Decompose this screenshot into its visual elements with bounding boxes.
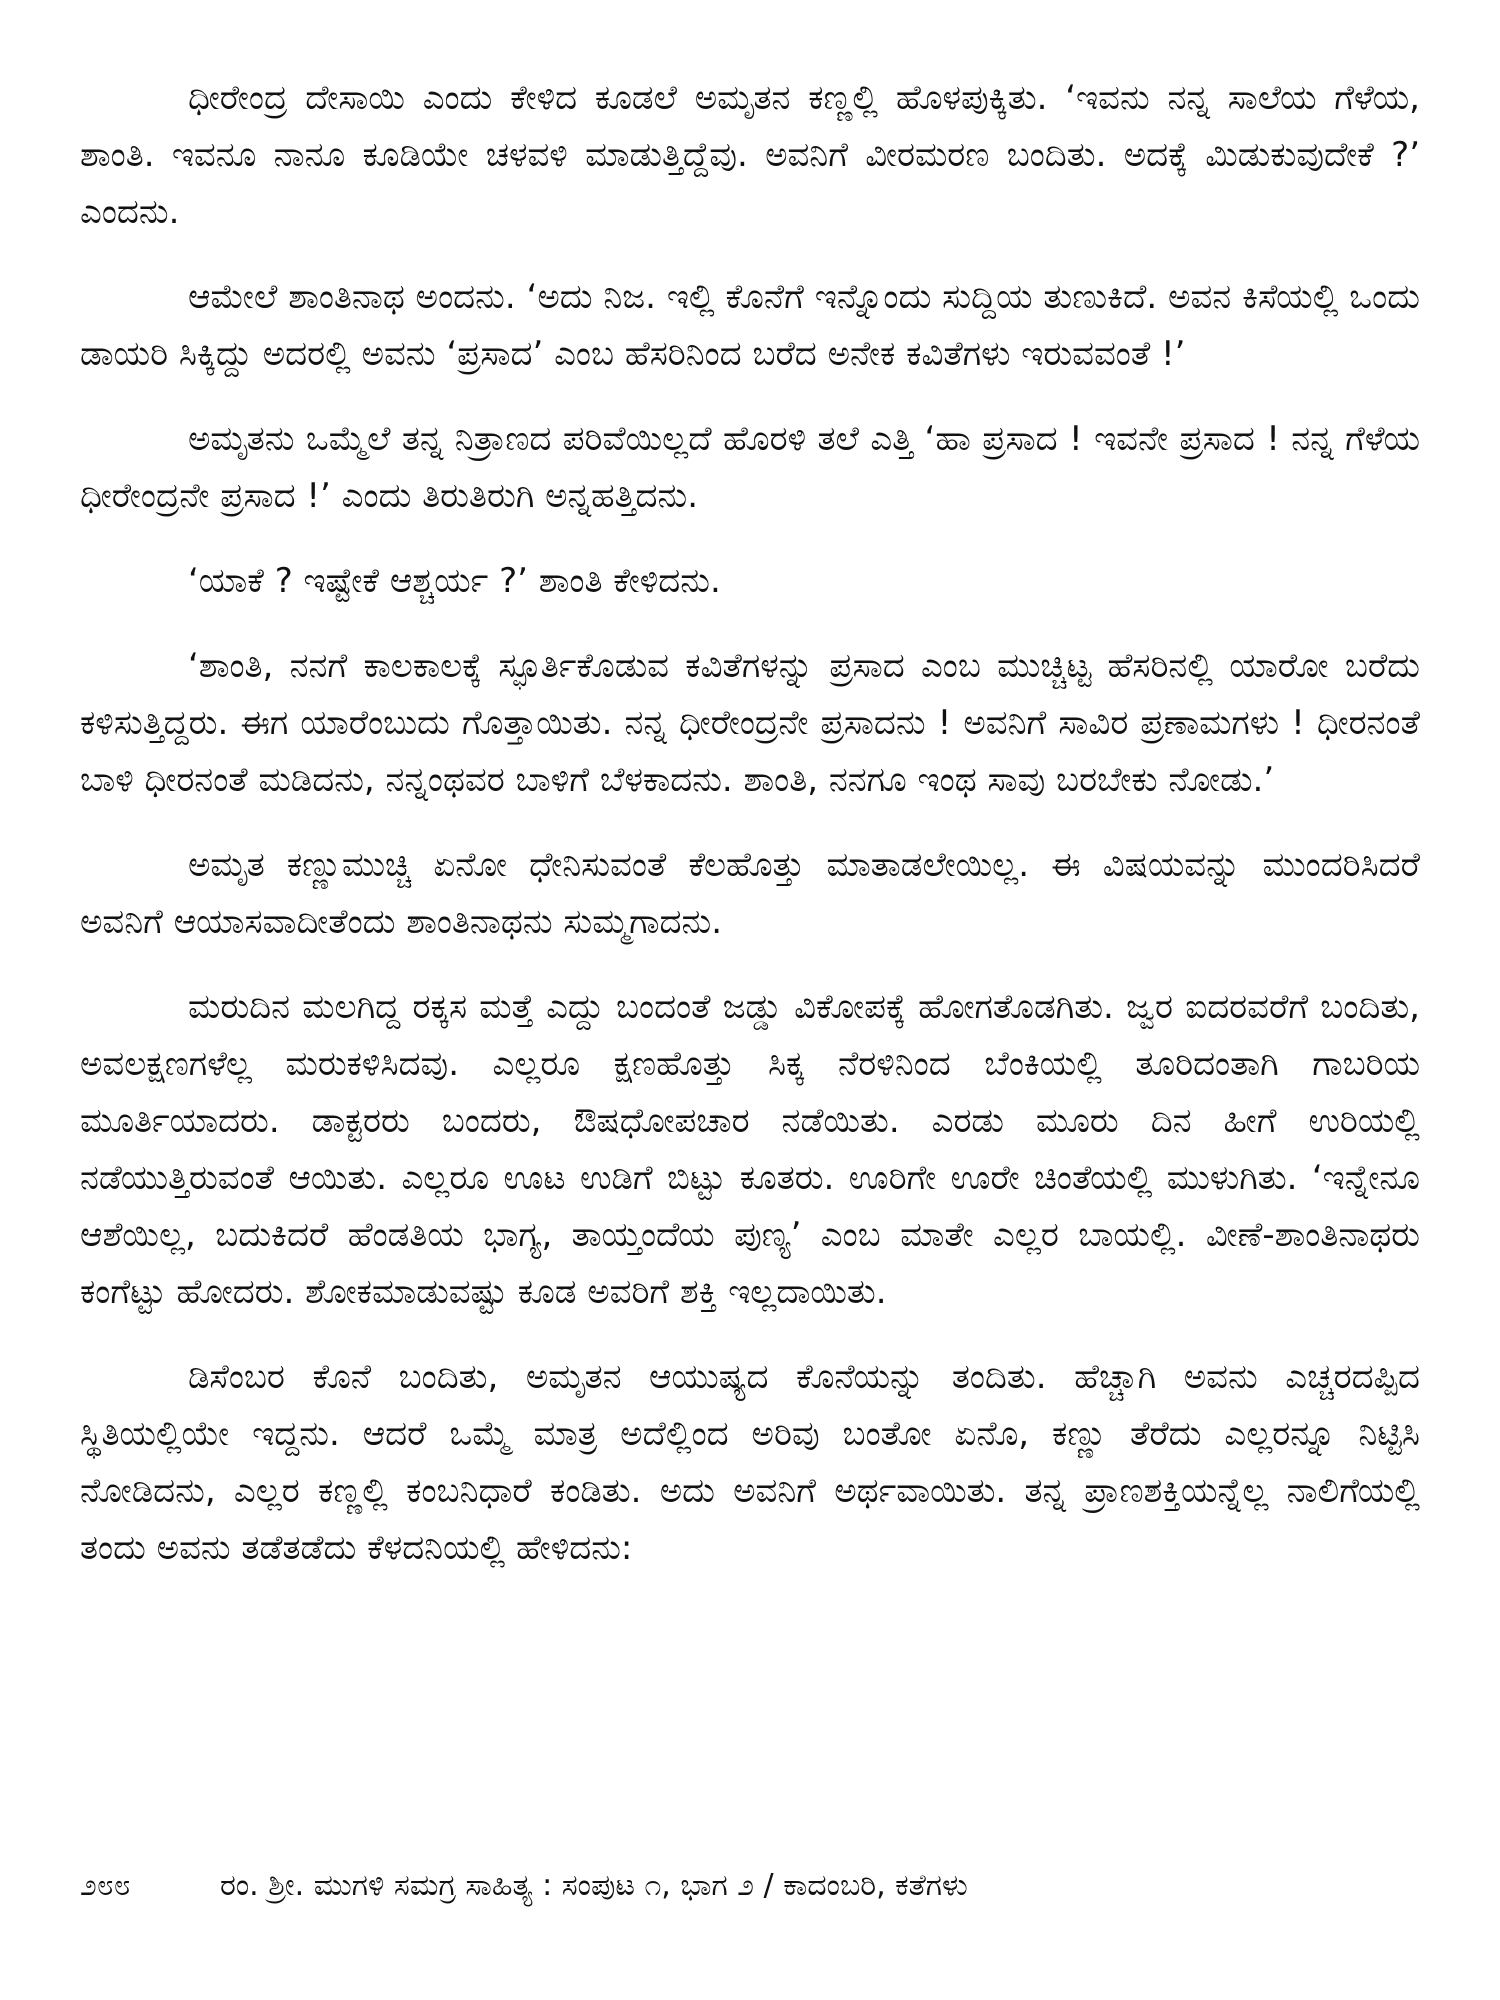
paragraph-5: ‘ಶಾಂತಿ, ನನಗೆ ಕಾಲಕಾಲಕ್ಕೆ ಸ್ಫೂರ್ತಿಕೊಡುವ ಕವಿತೆಗಳನ್ನು ಪ್ರಸಾದ ಎಂಬ ಮುಚ್ಚಿಟ್ಟ ಹೆಸರಿನಲ್ಲಿ ಯಾರೋ ಬರೆದು ಕಳಿಸುತ್ತಿದ್ದರು. ಈಗ ಯಾರೆಂಬುದು ಗೊತ್ತಾಯಿತು. ನನ್ನ ಧೀರೇಂದ್ರನೇ ಪ್ರಸಾದನು ! ಅವನಿಗೆ ಸಾವಿರ ಪ್ರಣಾಮಗಳು ! ಧೀರನಂತೆ ಬಾಳಿ ಧೀರನಂತೆ ಮಡಿದನು, ನನ್ನಂಥವರ ಬಾಳಿಗೆ ಬೆಳಕಾದನು. ಶಾಂತಿ, ನನಗೂ ಇಂಥ ಸಾವು ಬರಬೇಕು ನೋಡು.’ (80, 646, 1420, 800)
paragraph-1: ಧೀರೇಂದ್ರ ದೇಸಾಯಿ ಎಂದು ಕೇಳಿದ ಕೂಡಲೆ ಅಮೃತನ ಕಣ್ಣಲ್ಲಿ ಹೊಳಪುಕ್ಕಿತು. ‘ಇವನು ನನ್ನ ಸಾಲೆಯ ಗೆಳೆಯ, ಶಾಂತಿ. ಇವನೂ ನಾನೂ ಕೂಡಿಯೇ ಚಳವಳಿ ಮಾಡುತ್ತಿದ್ದೆವು. ಅವನಿಗೆ ವೀರಮರಣ ಬಂದಿತು. ಅದಕ್ಕೆ ಮಿಡುಕುವುದೇಕೆ ?’ ಎಂದನು. (80, 78, 1420, 232)
paragraph-4: ‘ಯಾಕೆ ? ಇಷ್ಟೇಕೆ ಆಶ್ಚರ್ಯ ?’ ಶಾಂತಿ ಕೇಳಿದನು. (188, 561, 721, 601)
paragraph-3: ಅಮೃತನು ಒಮ್ಮೆಲೆ ತನ್ನ ನಿತ್ರಾಣದ ಪರಿವೆಯಿಲ್ಲದೆ ಹೊರಳಿ ತಲೆ ಎತ್ತಿ ‘ಹಾ ಪ್ರಸಾದ ! ಇವನೇ ಪ್ರಸಾದ ! ನನ್ನ ಗೆಳೆಯ ಧೀರೇಂದ್ರನೇ ಪ್ರಸಾದ !’ ಎಂದು ತಿರುತಿರುಗಿ ಅನ್ನಹತ್ತಿದನು. (80, 419, 1420, 516)
paragraph-2: ಆಮೇಲೆ ಶಾಂತಿನಾಥ ಅಂದನು. ‘ಅದು ನಿಜ. ಇಲ್ಲಿ ಕೊನೆಗೆ ಇನ್ನೊಂದು ಸುದ್ದಿಯ ತುಣುಕಿದೆ. ಅವನ ಕಿಸೆಯಲ್ಲಿ ಒಂದು ಡಾಯರಿ ಸಿಕ್ಕಿದ್ದು ಅದರಲ್ಲಿ ಅವನು ‘ಪ್ರಸಾದ’ ಎಂಬ ಹೆಸರಿನಿಂದ ಬರೆದ ಅನೇಕ ಕವಿತೆಗಳು ಇರುವವಂತೆ !’ (80, 277, 1420, 374)
paragraph-7: ಮರುದಿನ ಮಲಗಿದ್ದ ರಕ್ಕಸ ಮತ್ತೆ ಎದ್ದು ಬಂದಂತೆ ಜಡ್ಡು ವಿಕೋಪಕ್ಕೆ ಹೋಗತೊಡಗಿತು. ಜ್ವರ ಐದರವರೆಗೆ ಬಂದಿತು, ಅವಲಕ್ಷಣಗಳೆಲ್ಲ ಮರುಕಳಿಸಿದವು. ಎಲ್ಲರೂ ಕ್ಷಣಹೊತ್ತು ಸಿಕ್ಕ ನೆರಳಿನಿಂದ ಬೆಂಕಿಯಲ್ಲಿ ತೂರಿದಂತಾಗಿ ಗಾಬರಿಯ ಮೂರ್ತಿಯಾದರು. ಡಾಕ್ಟರರು ಬಂದರು, ಔಷಧೋಪಚಾರ ನಡೆಯಿತು. ಎರಡು ಮೂರು ದಿನ ಹೀಗೆ ಉರಿಯಲ್ಲಿ ನಡೆಯುತ್ತಿರುವಂತೆ ಆಯಿತು. ಎಲ್ಲರೂ ಊಟ ಉಡಿಗೆ ಬಿಟ್ಟು ಕೂತರು. ಊರಿಗೇ ಊರೇ ಚಿಂತೆಯಲ್ಲಿ ಮುಳುಗಿತು. ‘ಇನ್ನೇನೂ ಆಶೆಯಿಲ್ಲ, ಬದುಕಿದರೆ ಹೆಂಡತಿಯ ಭಾಗ್ಯ, ತಾಯ್ತಂದೆಯ ಪುಣ್ಯ’ ಎಂಬ ಮಾತೇ ಎಲ್ಲರ ಬಾಯಲ್ಲಿ. ವೀಣೆ-ಶಾಂತಿನಾಥರು ಕಂಗೆಟ್ಟು ಹೋದರು. ಶೋಕಮಾಡುವಷ್ಟು ಕೂಡ ಅವರಿಗೆ ಶಕ್ತಿ ಇಲ್ಲದಾಯಿತು. (80, 987, 1420, 1312)
page-footer (80, 1868, 1420, 1903)
paragraph-6: ಅಮೃತ ಕಣ್ಣುಮುಚ್ಚಿ ಏನೋ ಧೇನಿಸುವಂತೆ ಕೆಲಹೊತ್ತು ಮಾತಾಡಲೇಯಿಲ್ಲ. ಈ ವಿಷಯವನ್ನು ಮುಂದರಿಸಿದರೆ ಅವನಿಗೆ ಆಯಾಸವಾದೀತೆಂದು ಶಾಂತಿನಾಥನು ಸುಮ್ಮಗಾದನು. (80, 845, 1420, 942)
page-body (80, 70, 1420, 1605)
page-number: ೨೮೮ (80, 1868, 131, 1903)
running-title: ರಂ. ಶ್ರೀ. ಮುಗಳಿ ಸಮಗ್ರ ಸಾಹಿತ್ಯ : ಸಂಪುಟ ೧, ಭಾಗ ೨ / ಕಾದಂಬರಿ, ಕತೆಗಳು (220, 1868, 968, 1903)
paragraph-8: ಡಿಸೆಂಬರ ಕೊನೆ ಬಂದಿತು, ಅಮೃತನ ಆಯುಷ್ಯದ ಕೊನೆಯನ್ನು ತಂದಿತು. ಹೆಚ್ಚಾಗಿ ಅವನು ಎಚ್ಚರದಪ್ಪಿದ ಸ್ಥಿತಿಯಲ್ಲಿಯೇ ಇದ್ದನು. ಆದರೆ ಒಮ್ಮೆ ಮಾತ್ರ ಅದೆಲ್ಲಿಂದ ಅರಿವು ಬಂತೋ ಏನೊ, ಕಣ್ಣು ತೆರೆದು ಎಲ್ಲರನ್ನೂ ನಿಟ್ಟಿಸಿ ನೋಡಿದನು, ಎಲ್ಲರ ಕಣ್ಣಲ್ಲಿ ಕಂಬನಿಧಾರೆ ಕಂಡಿತು. ಅದು ಅವನಿಗೆ ಅರ್ಥವಾಯಿತು. ತನ್ನ ಪ್ರಾಣಶಕ್ತಿಯನ್ನೆಲ್ಲ ನಾಲಿಗೆಯಲ್ಲಿ ತಂದು ಅವನು ತಡೆತಡೆದು ಕೆಳದನಿಯಲ್ಲಿ ಹೇಳಿದನು: (80, 1357, 1420, 1568)
